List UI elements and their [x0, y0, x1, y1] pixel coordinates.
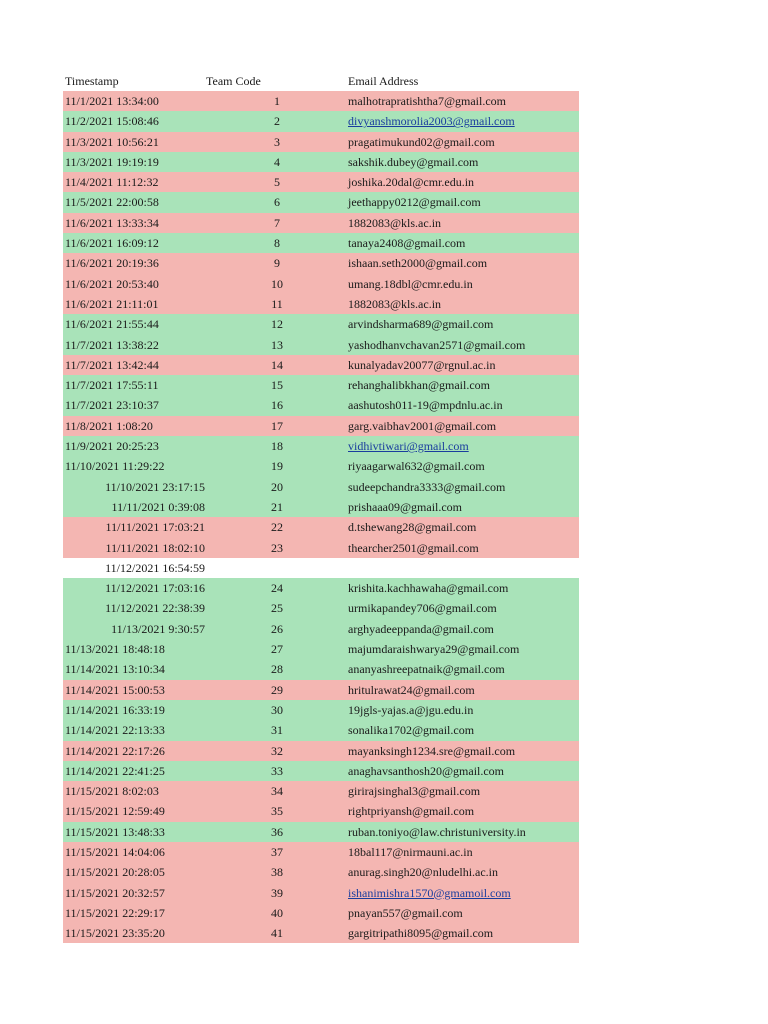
table-row — [63, 659, 579, 679]
timestamp-cell: 11/10/2021 11:29:22 — [65, 459, 165, 474]
table-row — [63, 294, 579, 314]
table-row — [63, 761, 579, 781]
timestamp-cell: 11/2/2021 15:08:46 — [65, 114, 159, 129]
timestamp-cell: 11/11/2021 0:39:08 — [111, 499, 205, 514]
team-code-cell: 16 — [271, 398, 283, 413]
email-cell: garg.vaibhav2001@gmail.com — [348, 418, 497, 433]
table-row — [63, 233, 579, 253]
timestamp-cell: 11/7/2021 17:55:11 — [65, 378, 159, 393]
table-row — [63, 741, 579, 761]
table-row — [63, 192, 579, 212]
team-code-cell: 3 — [274, 134, 280, 149]
email-cell: pragatimukund02@gmail.com — [348, 134, 495, 149]
email-cell: kunalyadav20077@rgnul.ac.in — [348, 357, 496, 372]
email-cell: rehanghalibkhan@gmail.com — [348, 378, 491, 393]
table-row — [63, 477, 579, 497]
timestamp-cell: 11/3/2021 10:56:21 — [65, 134, 159, 149]
timestamp-cell: 11/12/2021 17:03:16 — [105, 581, 205, 596]
table-row — [63, 253, 579, 273]
team-code-cell: 10 — [271, 276, 283, 291]
team-code-cell: 22 — [271, 520, 283, 535]
table-row — [63, 456, 579, 476]
table-row — [63, 578, 579, 598]
team-code-cell: 1 — [274, 94, 280, 108]
email-cell: riyaagarwal632@gmail.com — [348, 459, 485, 474]
spreadsheet — [63, 72, 579, 943]
table-row — [63, 862, 579, 882]
table-row — [63, 152, 579, 172]
table-row — [63, 801, 579, 821]
email-cell: urmikapandey706@gmail.com — [348, 601, 497, 616]
timestamp-cell: 11/11/2021 18:02:10 — [105, 540, 205, 555]
team-code-cell: 34 — [271, 784, 283, 799]
team-code-cell: 31 — [271, 723, 283, 738]
email-cell: 1882083@kls.ac.in — [348, 296, 442, 311]
timestamp-cell: 11/6/2021 20:19:36 — [65, 256, 159, 271]
table-row — [63, 822, 579, 842]
table-row — [63, 314, 579, 334]
email-cell: ananyashreepatnaik@gmail.com — [348, 662, 505, 677]
team-code-cell: 37 — [271, 844, 283, 859]
table-row — [63, 111, 579, 131]
timestamp-cell: 11/15/2021 22:29:17 — [65, 905, 165, 920]
timestamp-cell: 11/14/2021 16:33:19 — [65, 702, 165, 717]
email-cell: joshika.20dal@cmr.edu.in — [348, 175, 475, 190]
timestamp-cell: 11/7/2021 13:42:44 — [65, 357, 159, 372]
table-row — [63, 903, 579, 923]
timestamp-cell: 11/3/2021 19:19:19 — [65, 154, 159, 169]
team-code-cell: 33 — [271, 763, 283, 778]
header-row — [63, 72, 579, 91]
team-code-cell: 11 — [271, 296, 283, 311]
table-row — [63, 923, 579, 943]
team-code-cell: 30 — [271, 702, 283, 717]
timestamp-cell: 11/6/2021 16:09:12 — [65, 236, 159, 251]
timestamp-cell: 11/1/2021 13:34:00 — [65, 94, 159, 108]
timestamp-cell: 11/15/2021 20:32:57 — [65, 885, 165, 900]
team-code-cell: 28 — [271, 662, 283, 677]
team-code-cell: 24 — [271, 581, 283, 596]
email-cell: ruban.toniyo@law.christuniversity.in — [348, 824, 526, 839]
team-code-cell: 32 — [271, 743, 283, 758]
timestamp-cell: 11/15/2021 13:48:33 — [65, 824, 165, 839]
team-code-cell: 2 — [274, 114, 280, 129]
table-row — [63, 91, 579, 111]
email-cell: pnayan557@gmail.com — [348, 905, 463, 920]
email-cell: 18bal117@nirmauni.ac.in — [348, 844, 473, 859]
team-code-cell: 14 — [271, 357, 283, 372]
table-row — [63, 639, 579, 659]
timestamp-cell: 11/14/2021 22:13:33 — [65, 723, 165, 738]
header-team-code: Team Code — [206, 74, 261, 88]
table-row — [63, 355, 579, 375]
timestamp-cell: 11/8/2021 1:08:20 — [65, 418, 153, 433]
table-row — [63, 416, 579, 436]
team-code-cell: 23 — [271, 540, 283, 555]
email-cell: ishaan.seth2000@gmail.com — [348, 256, 488, 271]
email-cell: gargitripathi8095@gmail.com — [348, 926, 494, 941]
team-code-cell: 20 — [271, 479, 283, 494]
email-cell: jeethappy0212@gmail.com — [348, 195, 481, 210]
timestamp-cell: 11/15/2021 12:59:49 — [65, 804, 165, 819]
email-cell: 19jgls-yajas.a@jgu.edu.in — [348, 702, 474, 717]
timestamp-cell: 11/15/2021 23:35:20 — [65, 926, 165, 941]
timestamp-cell: 11/14/2021 13:10:34 — [65, 662, 165, 677]
table-row — [63, 558, 579, 578]
table-row — [63, 213, 579, 233]
email-cell: thearcher2501@gmail.com — [348, 540, 479, 555]
team-code-cell: 26 — [271, 621, 283, 636]
table-row — [63, 172, 579, 192]
email-cell: arvindsharma689@gmail.com — [348, 317, 494, 332]
table-row — [63, 274, 579, 294]
team-code-cell: 5 — [274, 175, 280, 190]
timestamp-cell: 11/14/2021 22:41:25 — [65, 763, 165, 778]
table-row — [63, 517, 579, 537]
team-code-cell: 25 — [271, 601, 283, 616]
team-code-cell: 13 — [271, 337, 283, 352]
table-row — [63, 335, 579, 355]
team-code-cell: 12 — [271, 317, 283, 332]
email-cell: hritulrawat24@gmail.com — [348, 682, 475, 697]
table-row — [63, 700, 579, 720]
email-cell: umang.18dbl@cmr.edu.in — [348, 276, 473, 291]
team-code-cell: 4 — [274, 154, 280, 169]
email-cell: malhotrapratishtha7@gmail.com — [348, 94, 507, 108]
timestamp-cell: 11/13/2021 18:48:18 — [65, 642, 165, 657]
table-row — [63, 619, 579, 639]
email-link[interactable]: ishanimishra1570@gmamoil.com — [348, 885, 511, 900]
email-cell: aashutosh011-19@mpdnlu.ac.in — [348, 398, 503, 413]
team-code-cell: 21 — [271, 499, 283, 514]
email-cell: tanaya2408@gmail.com — [348, 236, 466, 251]
team-code-cell: 8 — [274, 236, 280, 251]
team-code-cell: 17 — [271, 418, 283, 433]
email-cell: majumdaraishwarya29@gmail.com — [348, 642, 520, 657]
timestamp-cell: 11/12/2021 22:38:39 — [105, 601, 205, 616]
timestamp-cell: 11/14/2021 15:00:53 — [65, 682, 165, 697]
table-row — [63, 375, 579, 395]
table-row — [63, 842, 579, 862]
email-cell: anurag.singh20@nludelhi.ac.in — [348, 865, 499, 880]
header-email: Email Address — [348, 74, 419, 88]
email-cell: d.tshewang28@gmail.com — [348, 520, 477, 535]
email-cell: yashodhanvchavan2571@gmail.com — [348, 337, 526, 352]
table-row — [63, 720, 579, 740]
timestamp-cell: 11/5/2021 22:00:58 — [65, 195, 159, 210]
team-code-cell: 29 — [271, 682, 283, 697]
email-cell: sakshik.dubey@gmail.com — [348, 154, 479, 169]
timestamp-cell: 11/6/2021 21:55:44 — [65, 317, 159, 332]
email-cell: sonalika1702@gmail.com — [348, 723, 475, 738]
email-cell: arghyadeeppanda@gmail.com — [348, 621, 494, 636]
timestamp-cell: 11/6/2021 21:11:01 — [65, 296, 159, 311]
timestamp-cell: 11/4/2021 11:12:32 — [65, 175, 159, 190]
table-row — [63, 781, 579, 801]
email-cell: prishaaa09@gmail.com — [348, 499, 463, 514]
table-body — [63, 91, 579, 943]
table-row — [63, 883, 579, 903]
table-row — [63, 538, 579, 558]
timestamp-cell: 11/9/2021 20:25:23 — [65, 439, 159, 454]
team-code-cell: 39 — [271, 885, 283, 900]
team-code-cell: 38 — [271, 865, 283, 880]
header-timestamp: Timestamp — [65, 74, 119, 88]
team-code-cell: 19 — [271, 459, 283, 474]
team-code-cell: 27 — [271, 642, 283, 657]
timestamp-cell: 11/7/2021 13:38:22 — [65, 337, 159, 352]
team-code-cell: 35 — [271, 804, 283, 819]
table-row — [63, 497, 579, 517]
table-row — [63, 132, 579, 152]
email-link[interactable]: divyanshmorolia2003@gmail.com — [348, 114, 515, 129]
timestamp-cell: 11/6/2021 13:33:34 — [65, 215, 159, 230]
timestamp-cell: 11/11/2021 17:03:21 — [105, 520, 205, 535]
email-cell: mayanksingh1234.sre@gmail.com — [348, 743, 516, 758]
timestamp-cell: 11/15/2021 20:28:05 — [65, 865, 165, 880]
email-cell: 1882083@kls.ac.in — [348, 215, 442, 230]
team-code-cell: 40 — [271, 905, 283, 920]
timestamp-cell: 11/13/2021 9:30:57 — [111, 621, 205, 636]
team-code-cell: 15 — [271, 378, 283, 393]
timestamp-cell: 11/6/2021 20:53:40 — [65, 276, 159, 291]
table-row — [63, 395, 579, 415]
team-code-cell: 9 — [274, 256, 280, 271]
timestamp-cell: 11/14/2021 22:17:26 — [65, 743, 165, 758]
email-cell: anaghavsanthosh20@gmail.com — [348, 763, 505, 778]
table-row — [63, 680, 579, 700]
timestamp-cell: 11/7/2021 23:10:37 — [65, 398, 159, 413]
team-code-cell: 36 — [271, 824, 283, 839]
email-cell: krishita.kachhawaha@gmail.com — [348, 581, 509, 596]
timestamp-cell: 11/15/2021 14:04:06 — [65, 844, 165, 859]
timestamp-cell: 11/12/2021 16:54:59 — [105, 560, 205, 575]
email-link[interactable]: vidhivtiwari@gmail.com — [348, 439, 469, 454]
email-cell: girirajsinghal3@gmail.com — [348, 784, 481, 799]
team-code-cell: 18 — [271, 439, 283, 454]
team-code-cell: 6 — [274, 195, 280, 210]
table-row — [63, 436, 579, 456]
team-code-cell: 41 — [271, 926, 283, 941]
table-row — [63, 598, 579, 618]
email-cell: rightpriyansh@gmail.com — [348, 804, 475, 819]
team-code-cell: 7 — [274, 215, 280, 230]
email-cell: sudeepchandra3333@gmail.com — [348, 479, 506, 494]
timestamp-cell: 11/10/2021 23:17:15 — [105, 479, 205, 494]
timestamp-cell: 11/15/2021 8:02:03 — [65, 784, 159, 799]
